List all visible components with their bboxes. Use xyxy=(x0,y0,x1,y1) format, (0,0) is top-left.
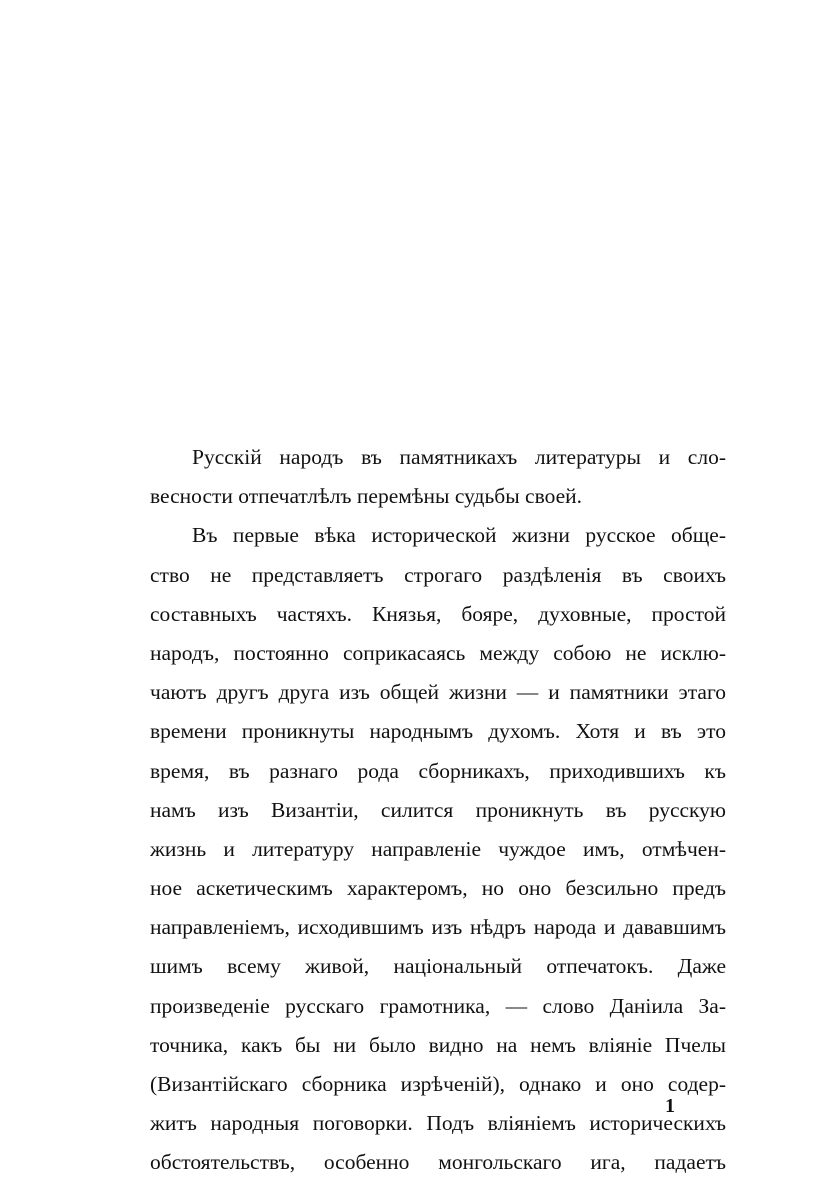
text-line: составныхъ частяхъ. Князья, бояре, духовные, простой xyxy=(150,601,726,626)
text-line: время, въ разнаго рода сборникахъ, приходившихъ къ xyxy=(150,758,726,783)
text-line: намъ изъ Византіи, силится проникнуть въ русскую xyxy=(150,797,726,822)
text-line: обстоятельствъ, особенно монгольскаго ига, падаетъ xyxy=(150,1150,726,1175)
text-line: точника, какъ бы ни было видно на немъ вліяніе Пчелы xyxy=(150,1032,726,1057)
text-line: весности отпечатлѣлъ перемѣны судьбы своей. xyxy=(150,484,583,509)
text-line: Русскій народъ въ памятникахъ литературы и сло- xyxy=(192,445,726,469)
text-line: чаютъ другъ друга изъ общей жизни — и памятники этаго xyxy=(150,680,726,705)
text-line: произведеніе русскаго грамотника, — слово Даніила За- xyxy=(150,993,726,1018)
text-line: ное аскетическимъ характеромъ, но оно безсильно предъ xyxy=(150,876,726,901)
text-line: житъ народныя поговорки. Подъ вліяніемъ историческихъ xyxy=(150,1111,726,1136)
text-line: (Византійскаго сборника изрѣченій), однако и оно содер- xyxy=(150,1072,726,1096)
text-line: шимъ всему живой, національный отпечатокъ. Даже xyxy=(150,954,726,979)
text-line: ство не представляетъ строгаго раздѣленія въ своихъ xyxy=(150,562,726,587)
text-line: жизнь и литературу направленіе чуждое имъ, отмѣчен- xyxy=(150,836,726,861)
text-line: Въ первые вѣка исторической жизни русское обще- xyxy=(192,523,726,548)
text-line: народъ, постоянно соприкасаясь между собою не исклю- xyxy=(150,640,726,665)
text-line: времени проникнуты народнымъ духомъ. Хотя и въ это xyxy=(150,719,726,744)
text-line: направленіемъ, исходившимъ изъ нѣдръ народа и дававшимъ xyxy=(150,915,726,940)
page-number: 1 xyxy=(665,1095,675,1117)
body-text xyxy=(150,438,726,1183)
